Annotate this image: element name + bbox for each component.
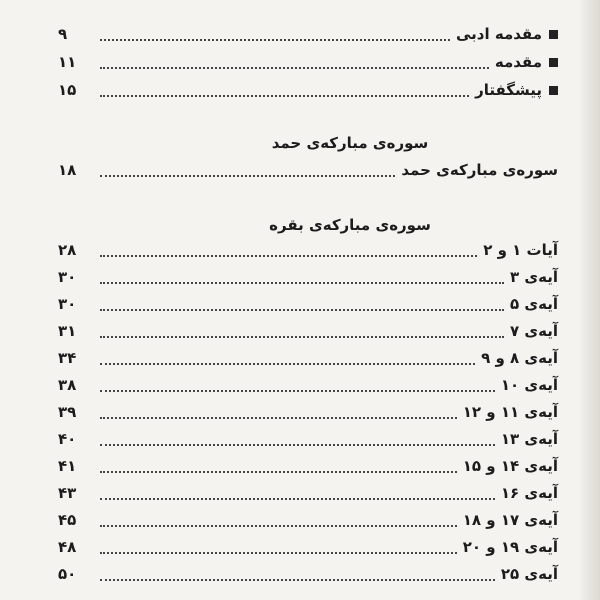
dot-leader	[100, 471, 457, 473]
toc-row	[58, 535, 558, 559]
toc-row	[58, 346, 558, 370]
dot-leader	[100, 175, 395, 177]
toc-row	[58, 78, 558, 102]
toc-row	[58, 292, 558, 316]
dot-leader	[100, 255, 477, 257]
dot-leader	[100, 390, 495, 392]
toc-label: آیه‌ی ۱۹ و ۲۰	[462, 538, 558, 556]
toc-row	[58, 400, 558, 424]
square-bullet-icon	[549, 58, 558, 67]
dot-leader	[100, 552, 457, 554]
dot-leader	[100, 417, 457, 419]
dot-leader	[100, 309, 504, 311]
dot-leader	[100, 282, 504, 284]
dot-leader	[100, 336, 504, 338]
toc-page-number: ۳۱	[58, 322, 77, 340]
dot-leader	[100, 498, 495, 500]
page-edge-shadow	[578, 0, 600, 600]
toc-page-number: ۲۸	[58, 241, 77, 259]
toc-row	[58, 319, 558, 343]
toc-row	[58, 158, 558, 182]
toc-page-number: ۴۳	[58, 484, 77, 502]
toc-label: آیه‌ی ۱۰	[500, 376, 558, 394]
toc-label: آیه‌ی ۱۶	[500, 484, 558, 502]
toc-page-number: ۹	[58, 25, 68, 43]
toc-label: مقدمه	[494, 53, 542, 71]
toc-row	[58, 373, 558, 397]
toc-row	[58, 50, 558, 74]
toc-label: آیه‌ی ۱۷ و ۱۸	[462, 511, 558, 529]
toc-row	[58, 562, 558, 586]
toc-page-number: ۳۴	[58, 349, 77, 367]
toc-page-number: ۱۸	[58, 161, 77, 179]
dot-leader	[100, 579, 495, 581]
toc-label: آیه‌ی ۱۳	[500, 430, 558, 448]
dot-leader	[100, 525, 457, 527]
toc-page-number: ۳۰	[58, 268, 77, 286]
toc-label: آیه‌ی ۵	[510, 295, 558, 313]
dot-leader	[100, 444, 495, 446]
toc-label: آیه‌ی ۱۱ و ۱۲	[462, 403, 558, 421]
toc-label: آیه‌ی ۷	[510, 322, 558, 340]
section-title: سوره‌ی مبارکه‌ی بقره	[269, 216, 431, 234]
toc-row	[58, 22, 558, 46]
toc-label: پیشگفتار	[475, 81, 542, 99]
toc-label: آیات ۱ و ۲	[483, 241, 558, 259]
dot-leader	[100, 39, 450, 41]
toc-page-number: ۱۱	[58, 53, 77, 71]
toc-row	[58, 454, 558, 478]
toc-label: آیه‌ی ۳	[510, 268, 558, 286]
toc-page-number: ۳۸	[58, 376, 77, 394]
toc-page-number: ۴۸	[58, 538, 77, 556]
square-bullet-icon	[549, 30, 558, 39]
toc-row	[58, 265, 558, 289]
toc-label: آیه‌ی ۸ و ۹	[481, 349, 558, 367]
toc-page-number: ۵۰	[58, 565, 77, 583]
dot-leader	[100, 67, 489, 69]
toc-page-number: ۳۰	[58, 295, 77, 313]
toc-label: آیه‌ی ۲۵	[500, 565, 558, 583]
toc-label: سوره‌ی مبارکه‌ی حمد	[401, 161, 558, 179]
section-title: سوره‌ی مبارکه‌ی حمد	[271, 134, 429, 152]
toc-row	[58, 238, 558, 262]
toc-page-number: ۳۹	[58, 403, 77, 421]
toc-row	[58, 427, 558, 451]
toc-label: آیه‌ی ۱۴ و ۱۵	[462, 457, 558, 475]
dot-leader	[100, 95, 469, 97]
toc-row	[58, 481, 558, 505]
dot-leader	[100, 363, 475, 365]
toc-row	[58, 508, 558, 532]
toc-page-number: ۴۰	[58, 430, 77, 448]
toc-page-number: ۴۱	[58, 457, 77, 475]
toc-page-number: ۱۵	[58, 81, 77, 99]
toc-label: مقدمه ادبی	[455, 25, 542, 43]
square-bullet-icon	[549, 86, 558, 95]
toc-page-number: ۴۵	[58, 511, 77, 529]
